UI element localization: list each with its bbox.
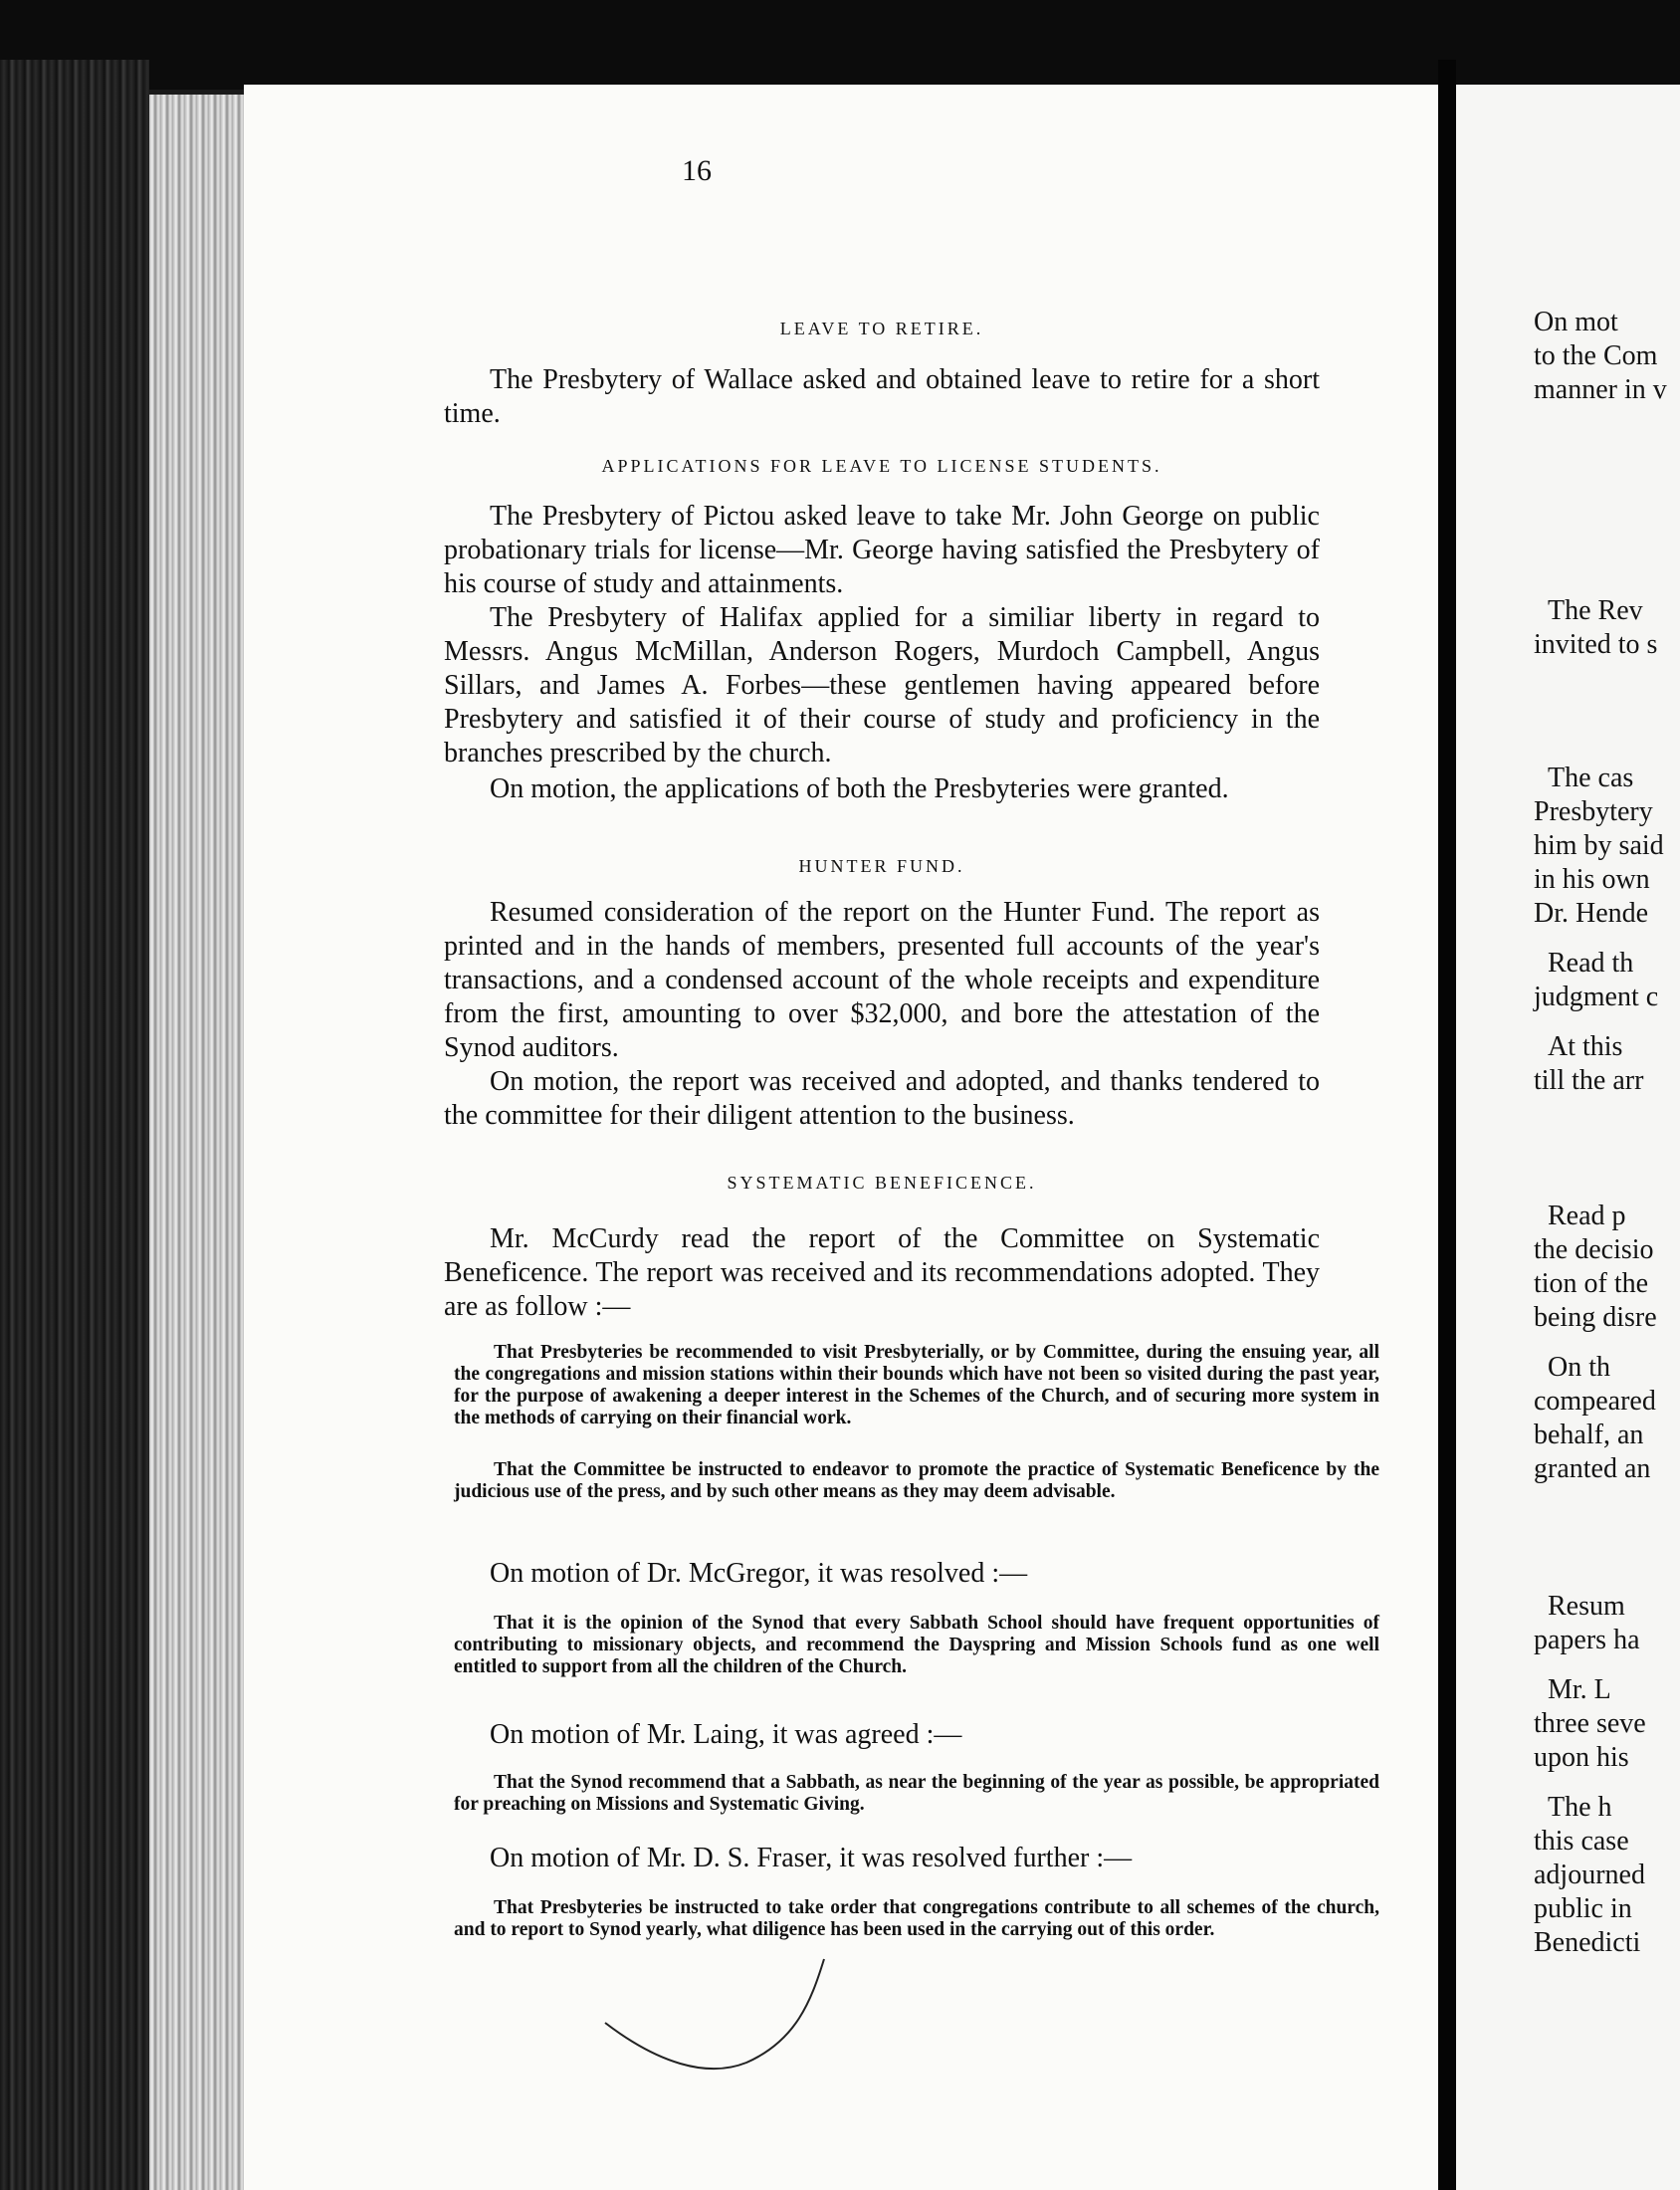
adjacent-fragment: this case <box>1534 1826 1629 1857</box>
adjacent-fragment: Resum <box>1548 1591 1625 1622</box>
adjacent-fragment: On mot <box>1534 307 1618 337</box>
adjacent-fragment: papers ha <box>1534 1625 1640 1655</box>
adjacent-fragment: Benedicti <box>1534 1927 1641 1958</box>
adjacent-fragment: The Rev <box>1548 595 1643 626</box>
section-heading-hunter-fund: HUNTER FUND. <box>798 856 965 876</box>
adjacent-fragment: Read th <box>1548 948 1634 979</box>
adjacent-fragment: adjourned <box>1534 1860 1645 1890</box>
section-heading-leave-to-retire: LEAVE TO RETIRE. <box>779 319 984 338</box>
adjacent-fragment: public in <box>1534 1893 1632 1924</box>
book-spine-edge <box>0 60 149 2190</box>
section-heading-applications: APPLICATIONS FOR LEAVE TO LICENSE STUDENTS. <box>601 456 1162 476</box>
adjacent-page <box>1456 85 1680 2190</box>
motion-intro-laing: On motion of Mr. Laing, it was agreed :— <box>490 1719 962 1750</box>
adjacent-fragment: in his own <box>1534 864 1650 895</box>
adjacent-fragment: Mr. L <box>1548 1674 1611 1705</box>
adjacent-fragment: tion of the <box>1534 1268 1649 1299</box>
adjacent-fragment: compeared <box>1534 1386 1656 1417</box>
page-edges <box>149 95 244 2190</box>
adjacent-fragment: upon his <box>1534 1742 1629 1773</box>
paragraph-hunter-fund-adopted: On motion, the report was received and adopted, and thanks tendered to the committee for their diligent attention to the business. <box>444 1066 1320 1131</box>
recommendation-visit-presbyterially: That Presbyteries be recommended to visit Presbyterially, or by Committee, during the ensuing year, all the congregations and mission stations within their bounds which have not been so visited during the past year, for the purpose of awakening a deeper interest in the Schemes of the Church, and of securing more system in the methods of carrying on their financial work. <box>454 1342 1379 1428</box>
adjacent-fragment: On th <box>1548 1352 1610 1383</box>
page-number: 16 <box>682 154 712 187</box>
motion-intro-mcgregor: On motion of Dr. McGregor, it was resolved :— <box>490 1558 1028 1589</box>
paragraph-leave-to-retire: The Presbytery of Wallace asked and obtained leave to retire for a short time. <box>444 364 1320 429</box>
adjacent-fragment: the decisio <box>1534 1234 1654 1265</box>
adjacent-fragment: manner in v <box>1534 374 1667 405</box>
motion-intro-fraser: On motion of Mr. D. S. Fraser, it was resolved further :— <box>490 1843 1133 1873</box>
adjacent-fragment: At this <box>1548 1031 1623 1062</box>
adjacent-fragment: The cas <box>1548 763 1634 793</box>
adjacent-fragment: him by said <box>1534 830 1664 861</box>
motion-text-laing: That the Synod recommend that a Sabbath, as near the beginning of the year as possible, be appropriated for preaching on Missions and Systematic Giving. <box>454 1772 1379 1815</box>
section-heading-systematic-beneficence: SYSTEMATIC BENEFICENCE. <box>727 1173 1037 1193</box>
paragraph-pictou: The Presbytery of Pictou asked leave to take Mr. John George on public probationary trials for license—Mr. George having satisfied the Presbytery of his course of study and attainments. <box>444 501 1320 599</box>
adjacent-fragment: Presbytery <box>1534 796 1653 827</box>
adjacent-fragment: The h <box>1548 1792 1612 1823</box>
pencil-mark <box>597 1951 836 2080</box>
adjacent-fragment: granted an <box>1534 1453 1651 1484</box>
paragraph-applications-granted: On motion, the applications of both the Presbyteries were granted. <box>490 773 1229 804</box>
motion-text-mcgregor: That it is the opinion of the Synod that every Sabbath School should have frequent opportunities of contributing to missionary objects, and recommend the Dayspring and Mission Schools fund as one well entitled to support from all the children of the Church. <box>454 1613 1379 1677</box>
paragraph-hunter-fund-report: Resumed consideration of the report on the Hunter Fund. The report as printed and in the hands of members, presented full accounts of the year's transactions, and a condensed account of the whole receipts and expenditure from the first, amounting to over $32,000, and bore the attestation of the Synod auditors. <box>444 897 1320 1063</box>
adjacent-fragment: being disre <box>1534 1302 1657 1333</box>
motion-text-fraser: That Presbyteries be instructed to take order that congregations contribute to all schemes of the church, and to report to Synod yearly, what diligence has been used in the carrying out of this order. <box>454 1897 1379 1940</box>
adjacent-fragment: judgment c <box>1534 982 1659 1012</box>
recommendation-press: That the Committee be instructed to endeavor to promote the practice of Systematic Beneficence by the judicious use of the press, and by such other means as they may deem advisable. <box>454 1459 1379 1502</box>
book-gutter <box>1438 60 1456 2190</box>
adjacent-fragment: invited to s <box>1534 629 1658 660</box>
adjacent-fragment: Read p <box>1548 1201 1626 1231</box>
adjacent-fragment: till the arr <box>1534 1065 1644 1096</box>
adjacent-fragment: to the Com <box>1534 340 1658 371</box>
adjacent-fragment: behalf, an <box>1534 1420 1644 1450</box>
adjacent-fragment: three seve <box>1534 1708 1646 1739</box>
paragraph-mccurdy-report: Mr. McCurdy read the report of the Committee on Systematic Beneficence. The report was received and its recommendations adopted. They are as follow :— <box>444 1223 1320 1322</box>
adjacent-fragment: Dr. Hende <box>1534 898 1649 929</box>
scan-background <box>0 0 1680 90</box>
paragraph-halifax: The Presbytery of Halifax applied for a similiar liberty in regard to Messrs. Angus McMillan, Anderson Rogers, Murdoch Campbell, Angus Sillars, and James A. Forbes—these gentlemen having appeared before Presbytery and satisfied it of their course of study and proficiency in the branches prescribed by the church. <box>444 602 1320 768</box>
